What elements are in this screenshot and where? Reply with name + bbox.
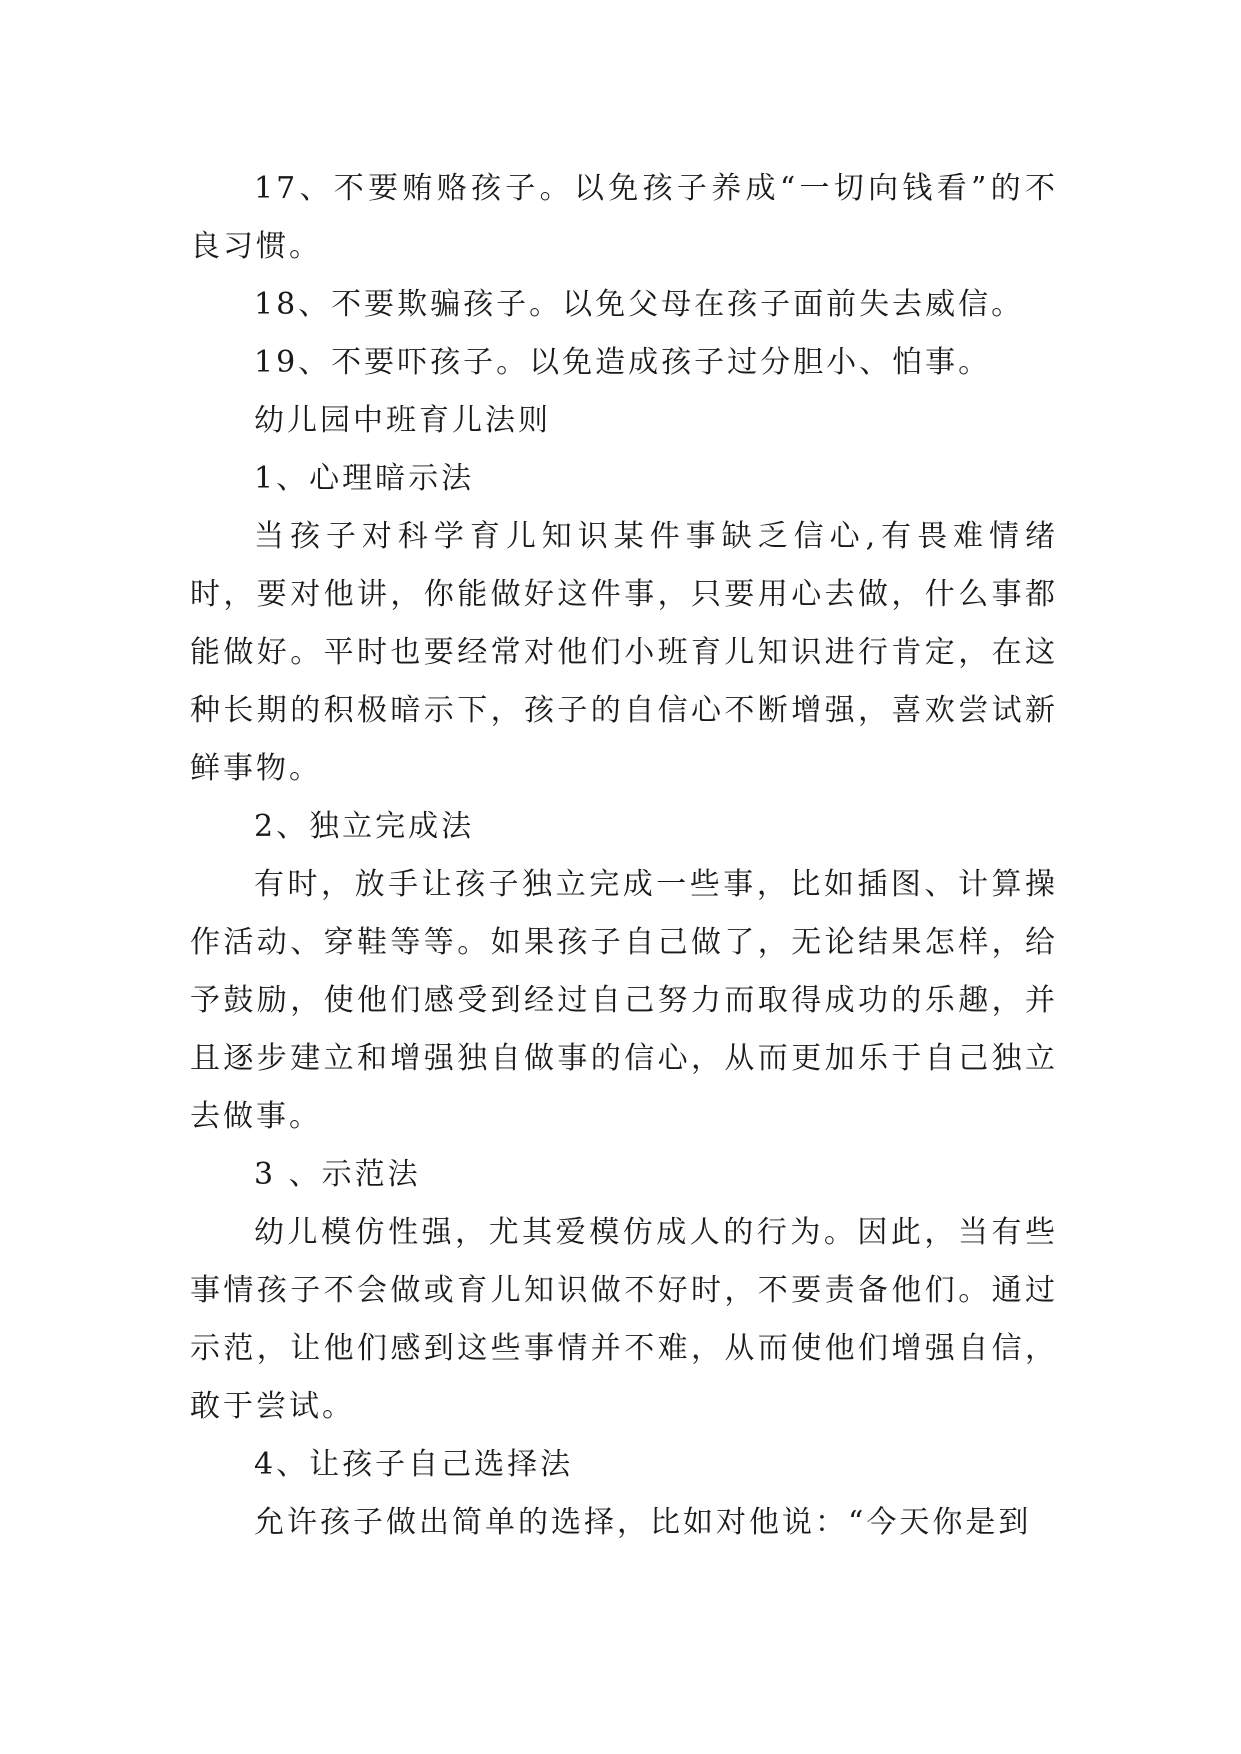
document-body	[190, 160, 1058, 1552]
rule-1-heading: 1、心理暗示法	[254, 461, 475, 496]
rule-2-body: 有时，放手让孩子独立完成一些事，比如插图、计算操作活动、穿鞋等等。如果孩子自己做了，无论结果怎样，给予鼓励，使他们感受到经过自己努力而取得成功的乐趣，并且逐步建立和增强独自做事的信心，从而更加乐于自己独立去做事。	[190, 867, 1058, 1134]
rule-3-heading: 3 、示范法	[254, 1157, 421, 1192]
rule-3-body: 幼儿模仿性强，尤其爱模仿成人的行为。因此，当有些事情孩子不会做或育儿知识做不好时，不要责备他们。通过示范，让他们感到这些事情并不难，从而使他们增强自信，敢于尝试。	[190, 1215, 1058, 1424]
item-17: 17、不要贿赂孩子。以免孩子养成“一切向钱看”的不良习惯。	[190, 171, 1058, 264]
rule-4-heading: 4、让孩子自己选择法	[254, 1447, 574, 1482]
rule-1-body: 当孩子对科学育儿知识某件事缺乏信心,有畏难情绪时，要对他讲，你能做好这件事，只要用心去做，什么事都能做好。平时也要经常对他们小班育儿知识进行肯定，在这种长期的积极暗示下，孩子的自信心不断增强，喜欢尝试新鲜事物。	[190, 519, 1058, 786]
rule-2-heading: 2、独立完成法	[254, 809, 475, 844]
item-18: 18、不要欺骗孩子。以免父母在孩子面前失去威信。	[254, 287, 1025, 322]
item-19: 19、不要吓孩子。以免造成孩子过分胆小、怕事。	[254, 345, 992, 380]
rule-4-body: 允许孩子做出简单的选择，比如对他说：“今天你是到	[254, 1505, 1032, 1540]
section-heading: 幼儿园中班育儿法则	[254, 403, 551, 438]
